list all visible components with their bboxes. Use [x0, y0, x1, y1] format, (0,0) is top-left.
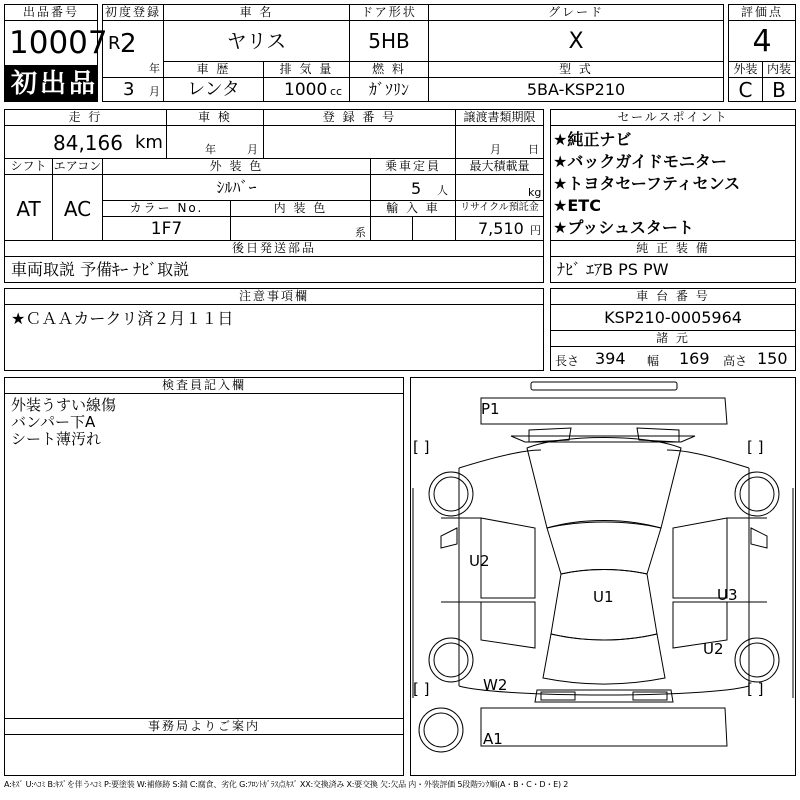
sales-point-5: ★プッシュスタート: [553, 218, 694, 237]
later-parts-cell: [4, 256, 544, 283]
reg-no-cell: [263, 125, 456, 159]
color-no: 1F7: [150, 219, 183, 239]
transfer-month-unit: 月: [490, 143, 501, 156]
int-score-label: 内装: [762, 61, 796, 78]
displacement-label: 排 気 量: [263, 61, 350, 78]
dims-cell: [550, 346, 796, 371]
reg-month: 3: [123, 79, 135, 100]
import-cell-b: [412, 216, 456, 241]
inspector-line-3: シート薄汚れ: [11, 430, 102, 448]
office-label: 事務局よりご案内: [4, 718, 404, 735]
inspector-line-2: バンパー下A: [11, 413, 96, 431]
displacement-cell: [263, 77, 350, 102]
int-score-cell: [762, 77, 796, 102]
chassis-label: 車 台 番 号: [550, 288, 796, 305]
first-listing-text: 初出品: [11, 69, 99, 99]
mark-u3: U3: [717, 586, 738, 604]
car-name: ヤリス: [226, 29, 287, 53]
later-parts: 車両取説 予備ｷｰ ﾅﾋﾞ取説: [11, 260, 190, 279]
bracket-right-top: [ ]: [747, 438, 764, 456]
genuine-label: 純 正 装 備: [550, 240, 796, 257]
later-parts-label: 後日発送部品: [4, 240, 544, 257]
ac-cell: [52, 174, 103, 241]
sales-point-3: ★トヨタセーフティセンス: [553, 174, 741, 193]
ext-score-cell: [728, 77, 763, 102]
mileage-label: 走 行: [4, 109, 167, 126]
score-label: 評価点: [728, 4, 796, 21]
history-cell: [163, 77, 264, 102]
bracket-right-bottom: [ ]: [747, 680, 764, 698]
mark-u2-left: U2: [469, 552, 490, 570]
max-load-unit: kg: [528, 186, 542, 199]
fuel-cell: [349, 77, 429, 102]
year-unit: 年: [149, 62, 160, 75]
recycle: 7,510: [478, 219, 524, 238]
import-cell-a: [370, 216, 413, 241]
shift-cell: [4, 174, 53, 241]
mark-a1: A1: [483, 730, 503, 748]
mileage-cell: [4, 125, 167, 159]
lot-label: 出品番号: [4, 4, 98, 21]
lot-number: 10007: [9, 25, 108, 61]
capacity-label: 乗車定員: [370, 158, 456, 175]
int-color-unit: 系: [355, 226, 366, 239]
ext-score: C: [738, 78, 753, 102]
transfer-day-unit: 日: [528, 143, 539, 156]
displacement: 1000: [284, 80, 328, 100]
sales-point-2: ★バックガイドモニター: [553, 152, 727, 171]
fuel-label: 燃 料: [349, 61, 429, 78]
bracket-left-bottom: [ ]: [413, 680, 430, 698]
history-label: 車 歴: [163, 61, 264, 78]
model-cell: [428, 77, 724, 102]
int-color-cell: [230, 216, 371, 241]
inspection-cell: [166, 125, 264, 159]
genuine-cell: [550, 256, 796, 283]
import-label: 輸 入 車: [370, 200, 456, 217]
genuine-equipment: ﾅﾋﾞ ｴｱB PS PW: [557, 260, 669, 279]
car-name-label: 車 名: [163, 4, 350, 21]
damage-diagram-frame: [410, 377, 796, 776]
era: R: [108, 33, 121, 54]
car-damage-diagram: [411, 378, 795, 775]
fuel: ｶﾞｿﾘﾝ: [368, 80, 409, 99]
score-cell: [728, 20, 796, 62]
ac: AC: [63, 197, 92, 221]
grade-label: グレード: [428, 4, 724, 21]
transfer-cell: [455, 125, 544, 159]
notes: ★ＣＡＡカークリ済２月１１日: [11, 309, 234, 328]
width-label: 幅: [647, 354, 660, 368]
int-color-label: 内 装 色: [230, 200, 371, 217]
inspector-line-1: 外装うすい線傷: [11, 396, 117, 414]
transfer-label: 譲渡書類期限: [455, 109, 544, 126]
recycle-cell: [455, 216, 544, 241]
office-cell: [4, 734, 404, 776]
inspector-cell: [4, 393, 404, 719]
shift: AT: [16, 197, 41, 221]
first-reg-year-cell: [102, 20, 164, 78]
sales-points-cell: [550, 125, 796, 241]
max-load-label: 最大積載量: [455, 158, 544, 175]
grade-cell: [428, 20, 724, 62]
recycle-label: リサイクル預託金: [455, 200, 544, 217]
lot-number-cell: [4, 20, 108, 66]
door-label: ドア形状: [349, 4, 429, 21]
inspection-label: 車 検: [166, 109, 264, 126]
length: 394: [595, 349, 626, 368]
length-label: 長さ: [555, 354, 580, 368]
grade: X: [568, 29, 584, 54]
history: レンタ: [187, 79, 240, 100]
mileage-unit: km: [135, 132, 163, 153]
first-reg-label: 初度登録: [102, 4, 164, 21]
sales-points-label: セールスポイント: [550, 109, 796, 126]
color-no-label: カラー No.: [102, 200, 231, 217]
first-listing-badge: [4, 65, 98, 102]
ext-color: ｼﾙﾊﾞｰ: [216, 178, 257, 197]
chassis-cell: [550, 304, 796, 331]
notes-cell: [4, 304, 544, 371]
bracket-left-top: [ ]: [413, 438, 430, 456]
color-no-cell: [102, 216, 231, 241]
sales-point-1: ★純正ナビ: [553, 130, 632, 149]
capacity-unit: 人: [437, 184, 448, 197]
mark-u2-right: U2: [703, 640, 724, 658]
ext-score-label: 外装: [728, 61, 763, 78]
first-reg-month-cell: [102, 77, 164, 102]
dims-label: 諸 元: [550, 330, 796, 347]
shift-label: シフト: [4, 158, 53, 175]
inspection-month-unit: 月: [247, 143, 258, 156]
int-score: B: [772, 78, 786, 102]
sales-point-4: ★ETC: [553, 196, 601, 215]
width: 169: [679, 349, 710, 368]
score: 4: [752, 24, 772, 59]
chassis-number: KSP210-0005964: [604, 308, 742, 327]
mark-w2: W2: [483, 676, 508, 694]
door-type: 5HB: [368, 29, 410, 53]
capacity-cell: [370, 174, 456, 201]
month-unit: 月: [149, 85, 160, 98]
mileage: 84,166: [53, 131, 123, 155]
model-label: 型 式: [428, 61, 724, 78]
legend: A:ｷｽﾞ U:ﾍｺﾐ B:ｷｽﾞを伴うﾍｺﾐ P:要塗装 W:補修跡 S:錆 C:腐食、劣化 G:ﾌﾛﾝﾄｶﾞﾗｽ点ｷｽﾞ XX:交換済み X:要交換 欠:欠品 内・外装評価 5段階ﾗﾝｸ順(A・B・C・D・E) 2: [4, 780, 569, 789]
inspection-year-unit: 年: [205, 143, 216, 156]
capacity: 5: [411, 179, 422, 198]
ext-color-cell: [102, 174, 371, 201]
ac-label: エアコン: [53, 159, 102, 173]
car-name-cell: [163, 20, 350, 62]
notes-label: 注意事項欄: [4, 288, 544, 305]
mark-u1: U1: [593, 588, 614, 606]
reg-no-label: 登 録 番 号: [263, 109, 456, 126]
reg-year: 2: [120, 29, 137, 59]
door-cell: [349, 20, 429, 62]
displacement-unit: cc: [330, 85, 343, 98]
recycle-unit: 円: [530, 224, 541, 237]
ext-color-label: 外 装 色: [102, 158, 371, 175]
inspector-label: 検査員記入欄: [4, 377, 404, 394]
height-label: 高さ: [723, 354, 748, 368]
height: 150: [757, 349, 788, 368]
max-load-cell: [455, 174, 544, 201]
mark-p1: P1: [481, 400, 500, 418]
model-code: 5BA-KSP210: [526, 80, 626, 99]
